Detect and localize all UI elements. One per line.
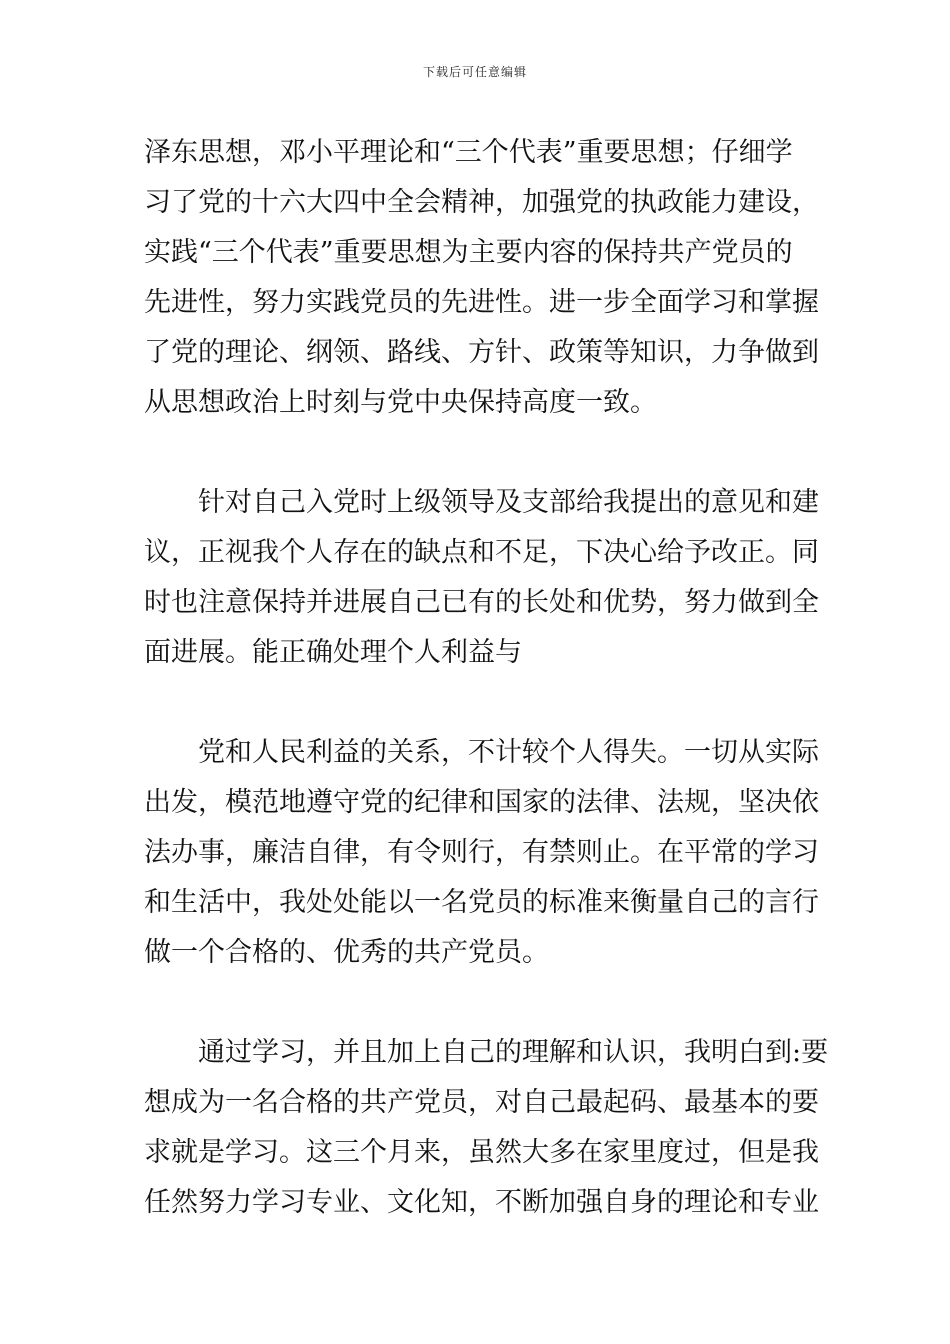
text-line: 和生活中，我处处能以一名党员的标准来衡量自己的言行 [144, 887, 819, 918]
text-line: 针对自己入党时上级领导及支部给我提出的意见和建 [144, 487, 819, 518]
text-line: 从思想政治上时刻与党中央保持高度一致。 [144, 387, 657, 418]
page-header: 下载后可任意编辑 [422, 65, 527, 79]
text-line: 法办事，廉洁自律，有令则行，有禁则止。在平常的学习 [144, 837, 819, 868]
text-line: 想成为一名合格的共产党员，对自己最起码、最基本的要 [144, 1087, 819, 1118]
document-body [144, 128, 829, 1228]
text-line: 了党的理论、纲领、路线、方针、政策等知识，力争做到 [144, 337, 819, 368]
text-line: 议，正视我个人存在的缺点和不足，下决心给予改正。同 [144, 537, 819, 568]
paragraph-gap [144, 470, 808, 478]
paragraph-gap [144, 428, 808, 470]
paragraph [144, 728, 819, 978]
paragraph [144, 478, 819, 678]
text-line: 做一个合格的、优秀的共产党员。 [144, 937, 549, 968]
text-line: 习了党的十六大四中全会精神，加强党的执政能力建设， [144, 187, 819, 218]
text-line: 泽东思想，邓小平理论和“三个代表”重要思想；仔细学 [144, 137, 793, 168]
paragraph-gap [144, 978, 808, 1028]
paragraph-gap [144, 678, 808, 728]
paragraph [144, 1028, 829, 1228]
text-line: 出发，模范地遵守党的纪律和国家的法律、法规，坚决依 [144, 787, 819, 818]
text-line: 求就是学习。这三个月来，虽然大多在家里度过，但是我 [144, 1137, 819, 1168]
text-line: 面进展。能正确处理个人利益与 [144, 637, 522, 668]
text-line: 实践“三个代表”重要思想为主要内容的保持共产党员的 [144, 237, 793, 268]
paragraph [144, 128, 819, 428]
text-line: 时也注意保持并进展自己已有的长处和优势，努力做到全 [144, 587, 819, 618]
text-line: 党和人民利益的关系，不计较个人得失。一切从实际 [144, 737, 819, 768]
text-line: 任然努力学习专业、文化知，不断加强自身的理论和专业 [144, 1187, 819, 1218]
text-line: 通过学习，并且加上自己的理解和认识，我明白到:要 [144, 1037, 829, 1068]
text-line: 先进性，努力实践党员的先进性。进一步全面学习和掌握 [144, 287, 819, 318]
